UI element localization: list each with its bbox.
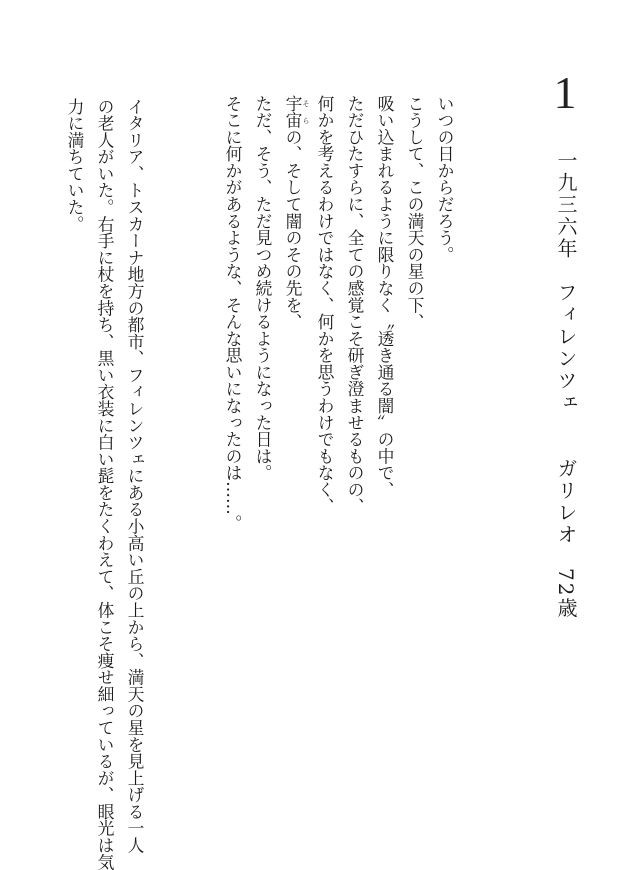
body-line: の老人がいた。右手に杖を持ち、黒い衣装に白い髭をたくわえて、体こそ痩せ細っているが、眼光は気 (95, 98, 115, 870)
intro-line: 吸い込まれるように限りなく〝透き通る闇〟の中で、 (375, 95, 395, 498)
intro-line-with-ruby (278, 95, 310, 525)
intro-line-rest: の、そして闇のその先を、 (283, 128, 303, 331)
chapter-number: 1 (553, 67, 577, 118)
body-line: 力に満ちていた。 (65, 98, 85, 233)
ruby-reading: そら (302, 95, 310, 129)
body-paragraph (60, 98, 150, 870)
intro-line: いつの日からだろう。 (435, 95, 455, 263)
intro-line: 何かを考えるわけではなく、何かを思うわけでもなく、 (315, 95, 335, 515)
intro-line: そこに何かがあるような、そんな思いになったのは……。 (223, 95, 243, 532)
intro-line: こうして、この満天の星の下、 (405, 95, 425, 331)
ruby-word (283, 95, 310, 129)
intro-poem (218, 95, 460, 532)
intro-line: ただひたすらに、全ての感覚こそ研ぎ澄ませるものの、 (345, 95, 365, 515)
intro-line: ただ、そう、ただ見つめ続けるようになった日は。 (253, 95, 273, 482)
ruby-base: 宇宙 (283, 95, 303, 129)
body-line: イタリア、トスカーナ地方の都市、フィレンツェにある小高い丘の上から、満天の星を見上げる一人 (125, 98, 145, 854)
chapter-heading: 一九三六年 フィレンツェ ガリレオ 72歳 (554, 150, 578, 620)
